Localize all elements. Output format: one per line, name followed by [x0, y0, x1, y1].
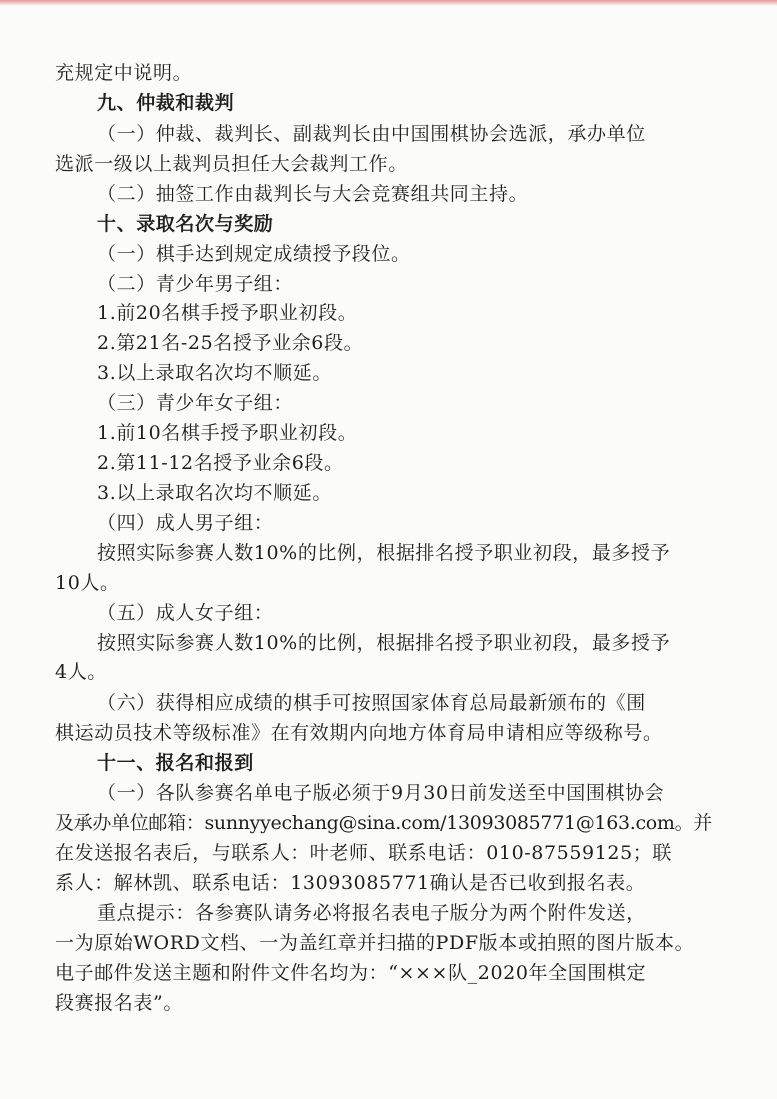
text-line: （四）成人男子组：	[97, 512, 274, 534]
section-heading: 十一、报名和报到	[97, 752, 254, 774]
red-stamp-edge	[0, 0, 777, 6]
text-line: 一为原始WORD文档、一为盖红章并扫描的PDF版本或拍照的图片版本。	[55, 932, 695, 954]
text-line: 重点提示：各参赛队请务必将报名表电子版分为两个附件发送，	[97, 902, 646, 924]
text-line: 2.第21名-25名授予业余6段。	[97, 332, 364, 354]
text-line: 选派一级以上裁判员担任大会裁判工作。	[55, 153, 408, 175]
text-line: （三）青少年女子组：	[97, 392, 294, 414]
text-line: 3.以上录取名次均不顺延。	[97, 482, 332, 504]
text-line: （五）成人女子组：	[97, 602, 274, 624]
text-line: 按照实际参赛人数10%的比例，根据排名授予职业初段，最多授予	[97, 542, 671, 564]
text-line: （二）抽签工作由裁判长与大会竞赛组共同主持。	[97, 183, 529, 205]
text-line: 10人。	[55, 572, 120, 594]
text-line: （一）棋手达到规定成绩授予段位。	[97, 243, 411, 265]
text-line: 段赛报名表”。	[55, 992, 183, 1014]
text-line: （二）青少年男子组：	[97, 273, 294, 295]
text-line: 1.前20名棋手授予职业初段。	[97, 302, 358, 324]
text-line: 4人。	[55, 661, 107, 683]
text-line: 充规定中说明。	[55, 62, 193, 84]
text-line: 1.前10名棋手授予职业初段。	[97, 422, 358, 444]
section-heading: 九、仲裁和裁判	[97, 92, 235, 114]
text-line: 电子邮件发送主题和附件文件名均为：“×××队_2020年全国围棋定	[55, 962, 647, 984]
text-line: （六）获得相应成绩的棋手可按照国家体育总局最新颁布的《围	[97, 692, 646, 714]
text-line: 3.以上录取名次均不顺延。	[97, 362, 332, 384]
section-heading: 十、录取名次与奖励	[97, 213, 274, 235]
text-line: 按照实际参赛人数10%的比例，根据排名授予职业初段，最多授予	[97, 632, 671, 654]
text-line: 棋运动员技术等级标准》在有效期内向地方体育局申请相应等级称号。	[55, 722, 663, 744]
text-line: 系人：解林凯、联系电话：13093085771确认是否已收到报名表。	[55, 872, 646, 894]
text-line: （一）各队参赛名单电子版必须于9月30日前发送至中国围棋协会	[97, 782, 665, 804]
text-line: 及承办单位邮箱：sunnyyechang@sina.com/13093085771@163.com。并	[55, 812, 712, 834]
text-line: （一）仲裁、裁判长、副裁判长由中国围棋协会选派，承办单位	[97, 123, 646, 145]
text-line: 2.第11-12名授予业余6段。	[97, 452, 344, 474]
text-line: 在发送报名表后，与联系人：叶老师、联系电话：010-87559125；联	[55, 842, 672, 864]
